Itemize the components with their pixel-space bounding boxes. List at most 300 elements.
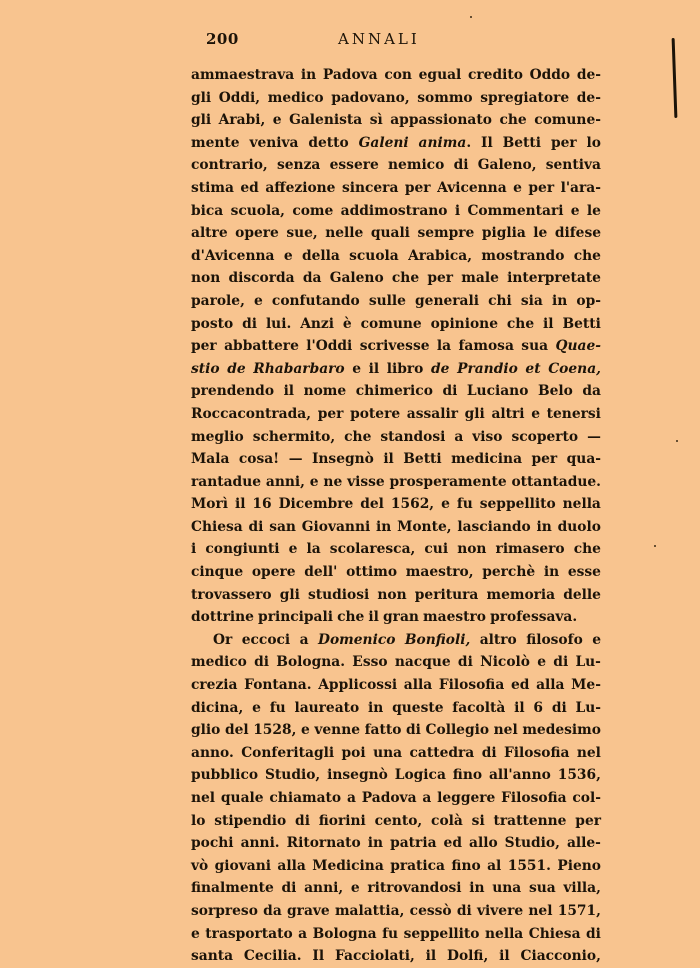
text-segment: chimerico	[355, 383, 433, 400]
text-segment: l'ara-	[560, 179, 601, 196]
word	[277, 855, 305, 878]
word	[533, 697, 543, 720]
word	[383, 448, 393, 471]
text-segment: Commentari	[467, 202, 564, 219]
word	[487, 855, 501, 878]
word	[576, 290, 601, 313]
text-segment: scuola	[349, 247, 399, 264]
word	[342, 177, 398, 200]
word	[191, 267, 220, 290]
word	[235, 222, 279, 245]
text-segment: rantadue	[191, 473, 262, 490]
word	[437, 787, 495, 810]
text-segment: prendendo	[191, 383, 275, 400]
text-segment: per	[317, 405, 344, 422]
text-segment: gran	[383, 609, 419, 626]
text-segment: scoperto	[511, 428, 579, 445]
text-line	[191, 877, 601, 900]
text-segment: peritura	[414, 586, 479, 603]
word	[350, 403, 400, 426]
text-segment: detto	[308, 134, 349, 151]
word	[522, 719, 601, 742]
text-segment: e	[191, 925, 200, 942]
word	[577, 64, 601, 87]
text-segment: per	[531, 451, 558, 468]
word	[346, 561, 397, 584]
text-segment: con	[384, 67, 412, 83]
word	[191, 516, 243, 539]
text-segment: anni,	[304, 880, 344, 897]
text-segment: la	[306, 541, 321, 558]
text-segment: assalir	[406, 405, 458, 422]
word	[359, 132, 409, 155]
text-line	[191, 222, 601, 245]
word	[431, 810, 463, 833]
word	[459, 335, 514, 358]
text-segment: Monte,	[397, 518, 452, 535]
text-segment: e	[513, 179, 522, 196]
text-segment: una	[373, 744, 403, 761]
word	[253, 358, 344, 381]
word	[395, 651, 451, 674]
word	[453, 764, 482, 787]
text-segment: Galeno	[329, 270, 384, 287]
text-segment: di	[406, 722, 421, 739]
word	[482, 222, 526, 245]
word	[419, 64, 462, 87]
word	[405, 629, 470, 652]
text-segment: Insegnò	[311, 451, 374, 468]
word	[304, 561, 337, 584]
text-segment: fu	[269, 699, 286, 716]
text-segment: lasciando	[457, 518, 531, 535]
text-segment: sommo	[417, 89, 473, 106]
word	[312, 945, 324, 968]
word	[390, 832, 436, 855]
word	[534, 109, 601, 132]
word	[437, 177, 507, 200]
word	[587, 132, 601, 155]
word	[279, 493, 354, 516]
text-segment: 1571,	[557, 902, 601, 919]
text-segment: dell'	[304, 564, 338, 581]
text-segment: cinque	[191, 564, 244, 581]
italic-text: anima	[418, 134, 467, 151]
word	[289, 448, 303, 471]
text-segment: le	[533, 225, 548, 242]
word	[276, 651, 345, 674]
word	[478, 154, 537, 177]
word	[447, 945, 488, 968]
text-segment: ottantadue.	[511, 473, 601, 490]
text-segment: che	[337, 609, 365, 626]
word	[577, 87, 601, 110]
text-segment: pochi	[191, 835, 234, 852]
word	[335, 900, 404, 923]
word	[469, 877, 484, 900]
text-segment: pratica	[390, 857, 445, 874]
text-segment: medico	[267, 89, 324, 106]
text-segment: esse	[567, 564, 601, 581]
word	[318, 674, 397, 697]
text-segment: Cecilia.	[243, 948, 302, 965]
word	[265, 177, 335, 200]
word	[318, 403, 344, 426]
text-segment: san	[269, 518, 296, 535]
text-segment: studiosi	[307, 586, 370, 603]
word	[467, 380, 529, 403]
text-segment: e	[309, 473, 319, 490]
word	[330, 154, 379, 177]
text-segment: 1562,	[390, 496, 435, 513]
text-segment: fu	[456, 496, 473, 513]
word	[225, 719, 249, 742]
body-text	[191, 64, 601, 968]
word	[304, 877, 343, 900]
text-segment: de-	[576, 89, 601, 106]
word	[575, 651, 600, 674]
word	[286, 222, 317, 245]
word	[356, 380, 433, 403]
text-segment: a	[346, 790, 356, 806]
word	[239, 448, 279, 471]
word	[537, 651, 546, 674]
text-line	[191, 674, 601, 697]
text-segment: e	[570, 202, 580, 219]
text-segment: si	[471, 812, 485, 829]
text-segment: 1551.	[507, 857, 551, 874]
text-segment: fu	[382, 925, 399, 942]
text-segment: Anzi	[300, 315, 334, 332]
text-segment: che	[499, 112, 527, 129]
text-segment: anno.	[191, 744, 234, 761]
word	[492, 877, 521, 900]
text-segment: che	[573, 541, 601, 558]
word	[367, 877, 461, 900]
text-segment: laureato	[294, 699, 360, 716]
word	[191, 358, 220, 381]
word	[439, 674, 504, 697]
text-line	[191, 538, 601, 561]
text-segment: Me-	[571, 677, 601, 694]
word	[272, 290, 360, 313]
text-line	[191, 290, 601, 313]
text-segment: col-	[572, 790, 601, 806]
text-segment: appassionato	[390, 112, 492, 129]
word	[323, 64, 378, 87]
word	[266, 313, 291, 336]
text-line	[191, 629, 601, 652]
word	[552, 290, 567, 313]
text-segment: di	[295, 812, 310, 829]
word	[349, 245, 399, 268]
text-line	[191, 448, 601, 471]
text-segment: fino	[451, 857, 481, 874]
text-segment: in	[368, 699, 384, 716]
word	[508, 855, 551, 878]
word	[587, 200, 601, 223]
text-segment: Padova	[322, 67, 378, 83]
text-segment: a	[422, 790, 432, 806]
word	[191, 561, 243, 584]
text-line	[191, 403, 601, 426]
word	[501, 787, 566, 810]
text-segment: de-	[576, 67, 601, 83]
word	[423, 606, 486, 629]
text-segment: Or	[213, 631, 233, 648]
text-line	[191, 697, 601, 720]
word	[280, 584, 300, 607]
word	[191, 335, 217, 358]
text-segment: glio	[191, 722, 221, 739]
text-line	[191, 719, 601, 742]
word	[249, 132, 298, 155]
word	[496, 538, 565, 561]
text-segment: Pieno	[557, 857, 601, 874]
text-segment: villa,	[563, 880, 601, 897]
word	[410, 900, 452, 923]
text-line	[191, 426, 601, 449]
text-segment: e	[537, 654, 547, 671]
word	[511, 471, 601, 494]
word	[214, 810, 286, 833]
word	[352, 358, 361, 381]
word	[503, 132, 541, 155]
word	[408, 245, 472, 268]
text-segment: Studio,	[504, 835, 560, 852]
text-segment: discorda	[228, 270, 295, 287]
text-segment: del	[224, 722, 249, 739]
word	[558, 516, 601, 539]
text-segment: trasportato	[205, 925, 293, 942]
word	[370, 109, 383, 132]
word	[458, 651, 473, 674]
text-segment: dicina,	[191, 699, 244, 716]
text-segment: sincera	[341, 179, 399, 196]
italic-text: et	[525, 360, 541, 377]
word	[529, 877, 556, 900]
word	[558, 764, 601, 787]
text-segment: opere	[251, 564, 296, 581]
word	[301, 719, 310, 742]
text-line	[191, 787, 601, 810]
text-segment: di	[248, 518, 264, 535]
text-segment: in	[376, 518, 392, 535]
text-segment: comune	[360, 315, 422, 332]
word	[263, 900, 282, 923]
word	[520, 945, 600, 968]
text-line	[191, 109, 601, 132]
text-segment: il	[283, 383, 295, 400]
word	[191, 245, 274, 268]
text-segment: e	[531, 405, 540, 422]
text-segment: giovani	[214, 857, 271, 874]
word	[301, 64, 316, 87]
word	[505, 832, 560, 855]
text-segment: sulle	[368, 292, 406, 309]
word	[368, 832, 383, 855]
text-segment: in	[536, 518, 552, 535]
word	[361, 313, 422, 336]
word	[489, 764, 551, 787]
page-edge-mark	[672, 38, 678, 118]
word	[567, 448, 601, 471]
text-line	[191, 606, 601, 629]
text-segment: in	[543, 564, 560, 581]
text-segment: Ciacconio,	[520, 948, 601, 965]
text-segment: e	[301, 722, 310, 739]
text-segment: Conferitagli	[241, 744, 335, 761]
word	[335, 945, 415, 968]
text-segment: Lu-	[575, 699, 601, 716]
word	[548, 358, 601, 381]
word	[213, 629, 232, 652]
text-segment: padovano,	[331, 89, 410, 106]
word	[391, 493, 434, 516]
word	[406, 561, 474, 584]
word	[191, 832, 234, 855]
text-segment: professava.	[490, 609, 578, 626]
text-segment: vivere	[477, 902, 524, 919]
text-segment: in	[551, 292, 568, 309]
word	[360, 493, 384, 516]
text-segment: medicina	[451, 451, 523, 468]
word	[404, 674, 432, 697]
word	[407, 403, 458, 426]
word	[480, 493, 556, 516]
text-segment: crezia	[191, 677, 238, 694]
word	[582, 380, 601, 403]
word	[253, 719, 296, 742]
text-segment: scrivesse	[359, 338, 430, 355]
text-segment: una	[492, 880, 522, 897]
word	[562, 313, 600, 336]
word	[388, 154, 444, 177]
text-line	[191, 855, 601, 878]
word	[472, 810, 485, 833]
text-segment: alla	[536, 677, 565, 694]
word	[371, 222, 410, 245]
word	[499, 945, 509, 968]
word	[417, 87, 472, 110]
text-segment: Filosofia	[438, 677, 505, 694]
word	[219, 87, 260, 110]
word	[191, 200, 223, 223]
word	[221, 787, 264, 810]
text-segment: di	[481, 744, 497, 761]
text-segment: eccoci	[241, 631, 291, 648]
text-segment: e	[288, 541, 298, 558]
text-segment: Bologna	[312, 925, 377, 942]
text-segment: nelle	[325, 225, 364, 242]
word	[308, 132, 348, 155]
text-line	[191, 945, 601, 968]
word	[558, 900, 601, 923]
text-segment: stipendio	[214, 812, 287, 829]
word	[422, 787, 431, 810]
word	[266, 471, 305, 494]
text-segment: confutando	[271, 292, 360, 309]
word	[265, 764, 320, 787]
page-header	[206, 30, 446, 54]
text-segment: quale	[220, 790, 264, 806]
text-segment: il	[383, 451, 394, 468]
word	[410, 742, 475, 765]
word	[303, 267, 322, 290]
word	[252, 493, 271, 516]
text-segment: Galeno,	[477, 157, 537, 174]
word	[191, 64, 294, 87]
word	[191, 606, 254, 629]
text-segment: ed	[443, 835, 462, 852]
word	[572, 787, 601, 810]
text-segment: lo	[191, 812, 206, 829]
word	[457, 538, 486, 561]
text-segment: Belo	[537, 383, 573, 400]
word	[344, 426, 371, 449]
word	[574, 245, 601, 268]
text-segment: insegnò	[327, 767, 388, 784]
text-segment: Il	[312, 948, 325, 965]
text-segment: di	[442, 383, 458, 400]
word	[375, 810, 423, 833]
text-segment: di	[254, 654, 270, 671]
text-segment: alle-	[566, 835, 601, 852]
word	[544, 561, 559, 584]
text-segment: Luciano	[466, 383, 529, 400]
word	[365, 719, 402, 742]
text-segment: Roccacontrada,	[191, 405, 312, 422]
text-segment: Arabica,	[408, 247, 473, 264]
text-segment: Collegio	[425, 722, 490, 739]
text-segment: cessò	[409, 902, 452, 919]
word	[191, 764, 258, 787]
word	[536, 674, 564, 697]
word	[592, 629, 601, 652]
text-segment: seppellito	[403, 925, 480, 942]
word	[511, 426, 578, 449]
word	[427, 267, 453, 290]
text-segment: maestro	[423, 609, 486, 626]
text-segment: di	[453, 157, 469, 174]
word	[480, 87, 569, 110]
italic-text: de	[431, 360, 450, 377]
text-segment: Dicembre	[278, 496, 354, 513]
word	[555, 335, 601, 358]
word	[530, 64, 571, 87]
word	[507, 313, 534, 336]
word	[488, 290, 512, 313]
text-segment: facoltà	[452, 699, 506, 716]
word	[575, 810, 601, 833]
word	[390, 471, 507, 494]
word	[249, 516, 264, 539]
word	[191, 154, 268, 177]
word	[219, 109, 266, 132]
text-segment: è	[342, 315, 352, 332]
word	[191, 742, 234, 765]
word	[426, 719, 490, 742]
text-segment: altro	[479, 631, 517, 648]
word	[457, 516, 530, 539]
word	[390, 855, 445, 878]
text-line	[191, 154, 601, 177]
word	[437, 335, 451, 358]
text-segment: Morì	[191, 496, 228, 513]
text-segment: pubblico	[191, 767, 259, 784]
word	[191, 471, 261, 494]
text-segment: per	[550, 134, 577, 151]
